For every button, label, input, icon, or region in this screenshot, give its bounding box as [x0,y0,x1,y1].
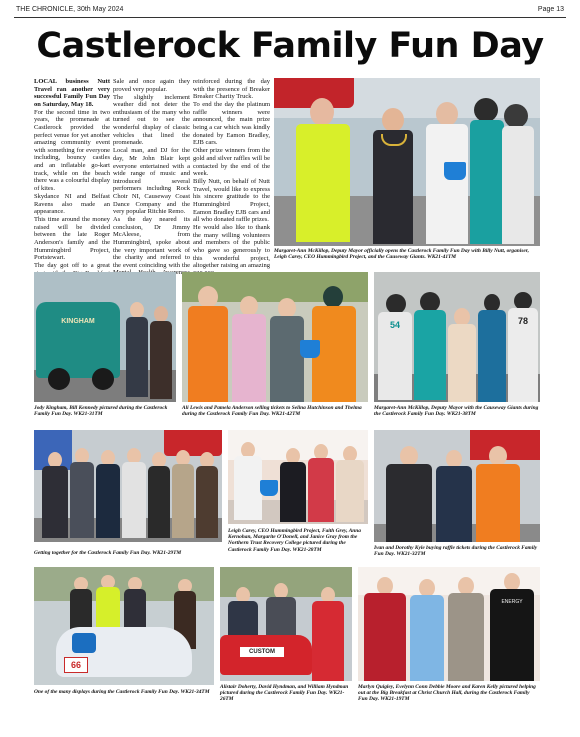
bucket [260,480,278,496]
selina-hutchinson [270,298,304,402]
photo-big-breakfast [358,567,540,681]
man-right [150,306,172,402]
main-photo [274,78,540,246]
dorothy-kyle [436,450,472,542]
photo-raffle [374,430,540,542]
pamela-anderson [232,296,266,402]
jersey-number: 78 [517,316,528,326]
giant-player [414,292,446,402]
publication-line: THE CHRONICLE, 30th May 2024 [16,6,124,13]
caption-main: Margaret-Ann McKillop, Deputy Mayor officially opens the Castlerock Family Fun Day with Billy Nutt, organiser, Leigh Carey, CEO Hummingbird Project, and the Causeway Giants. WK21-41TM [274,248,529,261]
man-left [126,302,148,402]
photo-hummingbird-stall [228,430,368,524]
ali-lewis [188,286,228,402]
article-column-3 [193,78,270,278]
photo-tickets [182,272,368,402]
photo-tractor [220,567,352,681]
karen-kelly [490,573,534,681]
caption-p5: Leigh Carey, CEO Hummingbird Project, Faith Grey, Anna Kernohan, Margarite O'Donell, and Janice Gray from the Northern Trust Recovery College pictured during the Castlerock Family Fun Day. WK21-28TM [228,528,361,553]
caption-p9: Marlyn Quigley, Evelynn Conn Debbie Moore and Karen Kelly pictured helping out at the Big Breakfast at Christ Church Hall, during the Castlerock Family Fun Day. WK21-19TM [358,684,536,703]
article-paragraph: Other prize winners from the gold and silver raffles will be contacted by the end of the week. [193,147,270,178]
ivan-kyle [386,446,432,542]
caption-p3: Margaret-Ann McKillop, Deputy Mayor with the Causeway Giants during the Castlerock Family Fun Day. WK21-38TM [374,405,539,418]
photo-giants [374,272,540,402]
caption-p2: Ali Lewis and Pamela Anderson selling tickets to Selina Hutchinson and Thelma during the Castlerock Family Fun Day. WK21-42TM [182,405,362,418]
article-paragraph: He would also like to thank the many willing volunteers and members of the public who gave so generously to this wonderful project, altogether raising an amazing [193,224,270,270]
tshirt-print: ENERGY [501,599,523,605]
truck-logo: KINGHAM [61,318,95,325]
caption-p1: Jody Kingham, Bill Kennedy pictured during the Castlerock Family Fun Day. WK21-31TM [34,405,168,418]
article-column-1 [34,78,110,286]
deputy-mayor [448,308,476,402]
article-paragraph: Sale and once again they proved very popular. [113,78,190,93]
causeway-giants [470,98,534,246]
evelynn-conn [410,579,444,681]
giant-player [478,294,506,402]
article-paragraph: This time around the money raised will be divided between the late Roger Anderson's family and the Hummingbird Project, Portstewart. [34,216,110,262]
article-paragraph: Local man, and DJ for the day, Mr John Blair kept everyone entertained with a wide range of music and introduced several performers including Rock Choir NI, Causeway Coast Dance Company and the very popular Ritchie Remo. [113,147,190,216]
bike-number: 66 [64,657,88,673]
giant-player-78 [508,292,538,402]
article-paragraph: The day got off to a great [34,262,110,270]
photo-motorbike [34,567,214,685]
page-number: Page 13 [537,6,564,13]
photo-group [34,430,222,542]
header-rule [14,17,566,18]
photo-truck [34,272,176,402]
article-paragraph: Billy Nutt, on behalf of Nutt Travel, would like to express his sincere gratitude to the Hummingbird Project, Eamon Bradley EJB cars and all who donated raffle prizes. [193,178,270,224]
man-with-bucket [308,286,358,402]
article-column-2 [113,78,190,293]
article-paragraph: reinforced during the day with the presence of Breaker Breaker Charity Truck. [193,78,270,101]
article-lead: LOCAL business Nutt Travel ran another very successful Family Fun Day on Saturday, May 18. [34,78,110,108]
caption-p4: Getting together for the Castlerock Family Fun Day. WK21-29TM [34,550,182,556]
tractor-plate: CUSTOM [240,647,284,657]
deputy-mayor [370,108,416,246]
article-paragraph: For the second time in two years, the promenade at Castlerock provided the perfect venue for yet another amazing community event with something for everyone including, bouncy castles and an inflatable go-kart track, while on the beach there was a colourful display of kites. [34,108,110,192]
woman-with-bucket [422,102,472,246]
marlyn-quigley [364,577,406,681]
article-paragraph: The slightly inclement weather did not deter the enthusiasm of the many who turned out to see the wonderful display of classic vehicles that lined the promenade. [113,93,190,147]
giant-player-54 [378,294,412,402]
jersey-number: 54 [389,320,400,330]
caption-p7: One of the many displays during the Castlerock Family Fun Day. WK21-34TM [34,689,210,695]
page-header [14,6,566,16]
article-paragraph: Skydance NI and Belfast Ravens also made an appearance. [34,192,110,216]
caption-p6: Ivan and Dorothy Kyle buying raffle tickets during the Castlerock Family Fun Day. WK21-32TM [374,545,538,558]
caption-p8: Alistair Doherty, David Hyndman, and William Hyndman pictured during the Castlerock Family Fun Day. WK21-26TM [220,684,349,703]
article-paragraph: As the day neared its conclusion, Dr Jimmy McAleese, from Hummingbird, spoke about the very important work of the charity and referred to the event coinciding with the Awareness [113,216,190,277]
classic-truck [36,302,120,378]
man-hi-vis [292,96,354,246]
ticket-seller [476,446,520,542]
article-paragraph: To end the day the platinum raffle winners were announced, the main prize being a car which was kindly donated by Eamon Bradley, EJB cars. [193,101,270,147]
debbie-moore [448,577,484,681]
headline: Castlerock Family Fun Day [36,26,544,66]
